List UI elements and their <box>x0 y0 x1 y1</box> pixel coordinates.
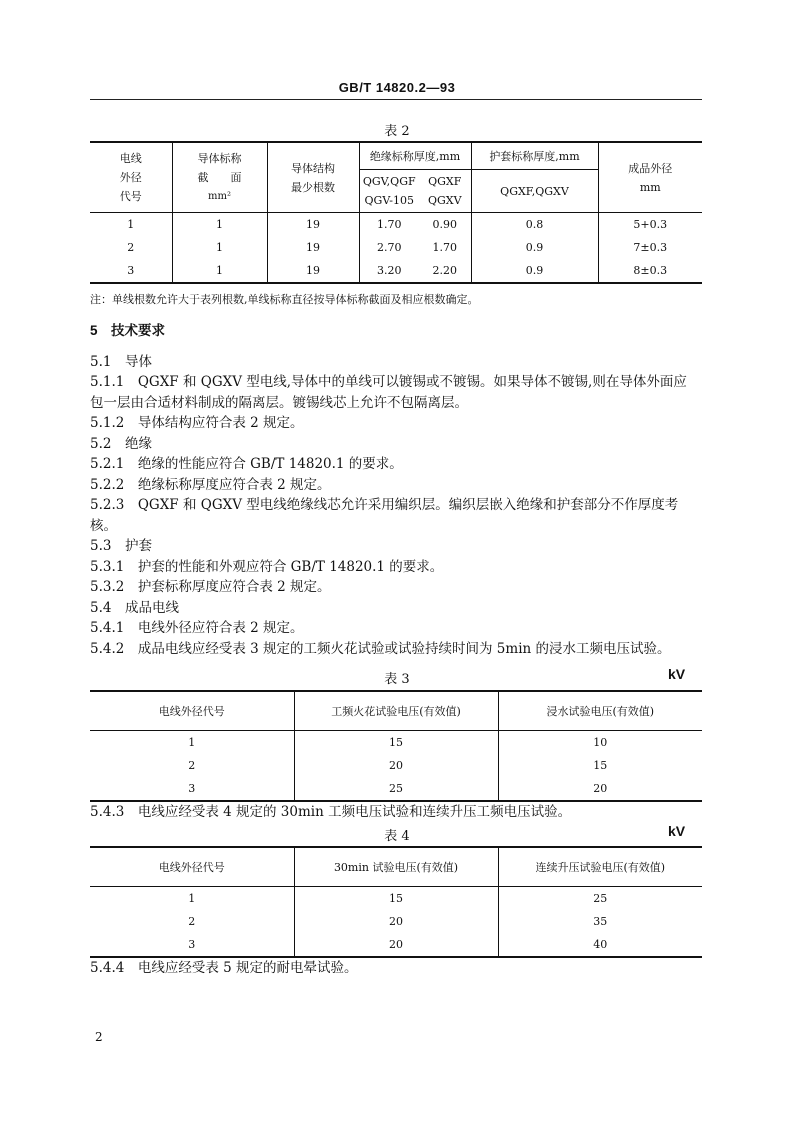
table3-caption: 表 3 <box>384 672 410 687</box>
t3-header-code: 电线外径代号 <box>90 691 294 731</box>
clause: 5.4.2 成品电线应经受表 3 规定的工频火花试验或试验持续时间为 5min 的浸水工频电压试验。 <box>90 640 671 657</box>
clause: 5.3.2 护套标称厚度应符合表 2 规定。 <box>90 579 331 595</box>
clause: 5.2.1 绝缘的性能应符合 GB/T 14820.1 的要求。 <box>90 456 403 472</box>
table-row: 2 20 15 <box>90 754 702 777</box>
clause: 5.4.3 电线应经受表 4 规定的 30min 工频电压试验和连续升压工频电压试验。 <box>90 804 572 820</box>
clause: 核。 <box>90 517 117 534</box>
table-row: 2 1 19 2.70 1.70 0.9 7±0.3 <box>90 236 702 259</box>
clause: 5.3 护套 <box>90 538 152 554</box>
t2-header-ins-a: QGV,QGF QGV-105 <box>359 170 419 213</box>
t2-header-insulation: 绝缘标称厚度,mm <box>359 142 471 170</box>
clause: 5.2.3 QGXF 和 QGXV 型电线绝缘线芯允许采用编织层。编织层嵌入绝缘和护套部分不作厚度考 <box>90 497 679 513</box>
header-rule <box>90 99 702 100</box>
t2-header-strands: 导体结构 最少根数 <box>267 142 359 213</box>
table4 <box>90 846 702 958</box>
table3 <box>90 690 702 802</box>
clause: 5.4.1 电线外径应符合表 2 规定。 <box>90 620 304 636</box>
page-number: 2 <box>95 1030 103 1044</box>
t2-header-sheath: 护套标称厚度,mm <box>471 142 598 170</box>
table4-unit: kV <box>668 823 686 839</box>
table-row: 3 25 20 <box>90 777 702 801</box>
table2-note: 注：单线根数允许大于表列根数,单线标称直径按导体标称截面及相应根数确定。 <box>90 293 479 306</box>
t2-header-ins-b: QGXF QGXV <box>419 170 471 213</box>
t4-header-ramp: 连续升压试验电压(有效值) <box>498 847 702 887</box>
clause: 5.1.1 QGXF 和 QGXV 型电线,导体中的单线可以镀锡或不镀锡。如果导体不镀锡,则在导体外面应 <box>90 374 687 390</box>
table-row: 1 15 10 <box>90 731 702 755</box>
t4-header-30min: 30min 试验电压(有效值) <box>294 847 498 887</box>
clause: 5.4.4 电线应经受表 5 规定的耐电晕试验。 <box>90 960 358 976</box>
table2 <box>90 141 702 284</box>
clause: 5.1.2 导体结构应符合表 2 规定。 <box>90 415 304 431</box>
clause: 5.4 成品电线 <box>90 599 179 616</box>
t2-header-code: 电线 外径 代号 <box>90 142 172 213</box>
table2-caption: 表 2 <box>384 124 410 139</box>
t4-header-code: 电线外径代号 <box>90 847 294 887</box>
table3-unit: kV <box>668 666 686 682</box>
running-header: GB/T 14820.2—93 <box>338 80 456 95</box>
section-5-body <box>90 321 702 659</box>
table4-caption: 表 4 <box>384 829 410 844</box>
clause: 5.2.2 绝缘标称厚度应符合表 2 规定。 <box>90 476 331 493</box>
t2-header-area: 导体标称 截 面 mm² <box>172 142 267 213</box>
table-row: 1 1 19 1.70 0.90 0.8 5+0.3 <box>90 213 702 237</box>
section-heading: 5 技术要求 <box>90 323 166 338</box>
t3-header-spark: 工频火花试验电压(有效值) <box>294 691 498 731</box>
clause: 5.1 导体 <box>90 353 152 370</box>
clause: 包一层由合适材料制成的隔离层。镀锡线芯上允许不包隔离层。 <box>90 394 468 411</box>
clause: 5.3.1 护套的性能和外观应符合 GB/T 14820.1 的要求。 <box>90 558 444 575</box>
t2-header-sheath-sub: QGXF,QGXV <box>471 170 598 213</box>
table-row: 3 1 19 3.20 2.20 0.9 8±0.3 <box>90 259 702 283</box>
table-row: 1 15 25 <box>90 887 702 911</box>
t2-header-od: 成品外径 mm <box>598 142 702 213</box>
clause: 5.2 绝缘 <box>90 435 152 452</box>
t3-header-water: 浸水试验电压(有效值) <box>498 691 702 731</box>
table-row: 3 20 40 <box>90 933 702 957</box>
table-row: 2 20 35 <box>90 910 702 933</box>
